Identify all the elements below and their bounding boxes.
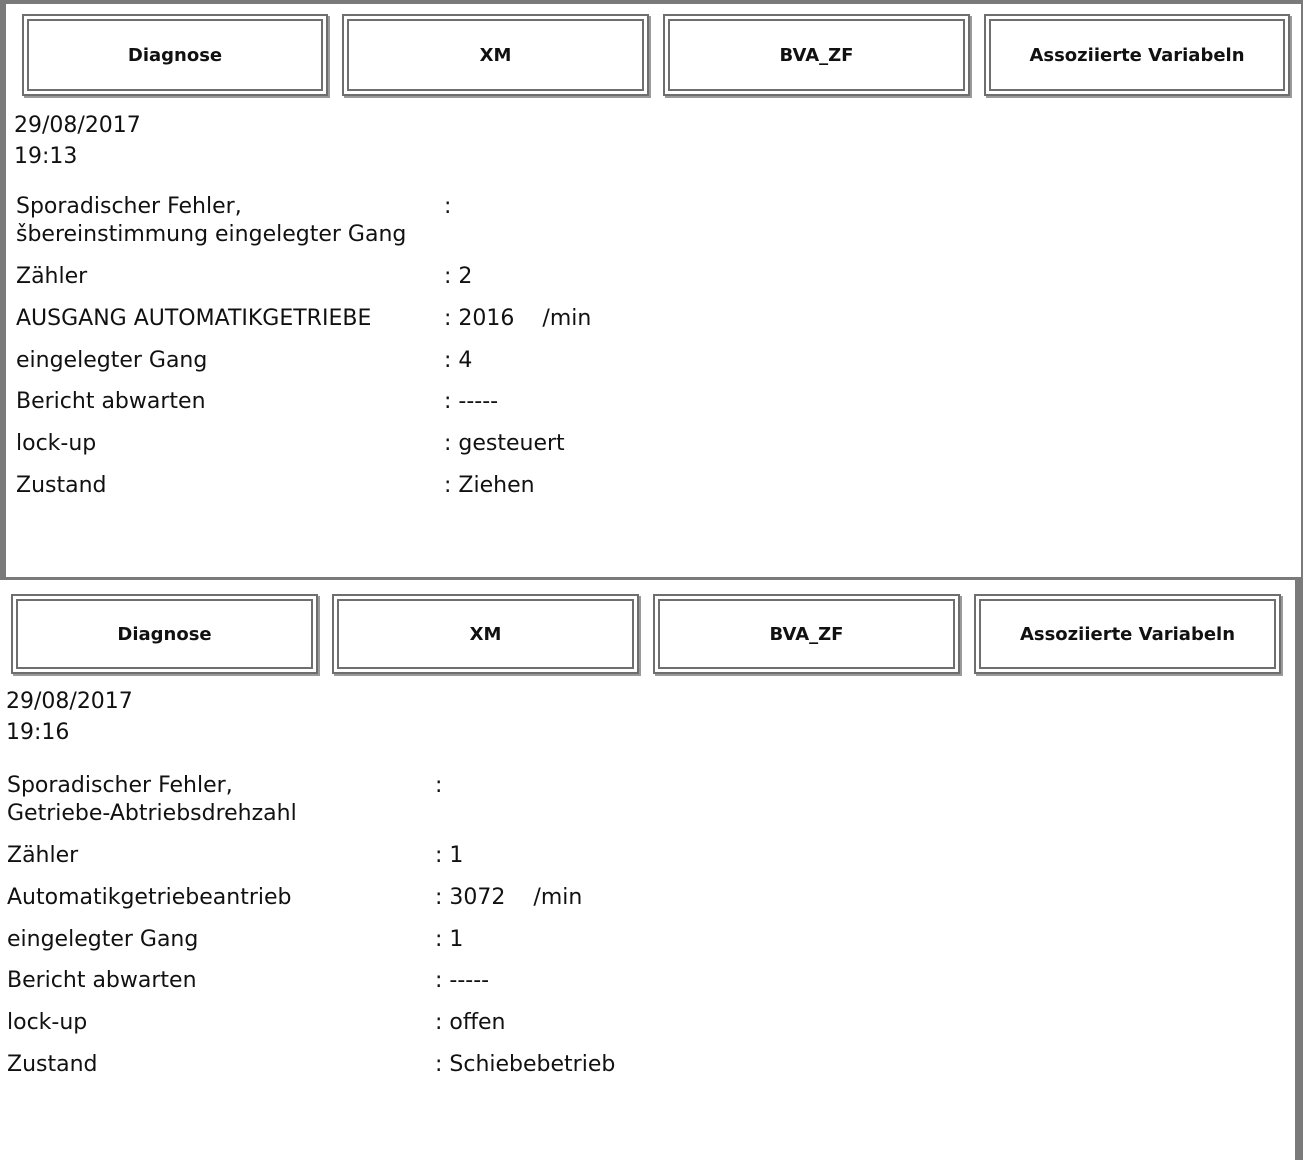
tab-diagnose[interactable]: Diagnose bbox=[11, 594, 318, 674]
tab-assoziierte-variabeln[interactable]: Assoziierte Variabeln bbox=[974, 594, 1281, 674]
fault-label: Sporadischer Fehler, šbereinstimmung eingelegter Gang bbox=[16, 194, 407, 247]
output-speed-label: Automatikgetriebeantrieb bbox=[7, 885, 292, 910]
counter-label: Zähler bbox=[16, 264, 88, 289]
lockup-label: lock-up bbox=[16, 431, 97, 456]
tab-diagnose[interactable]: Diagnose bbox=[22, 14, 328, 96]
tab-bva-zf[interactable]: BVA_ZF bbox=[653, 594, 960, 674]
lockup-value: : offen bbox=[435, 1010, 506, 1035]
time-text: 19:16 bbox=[6, 720, 70, 745]
gear-label: eingelegter Gang bbox=[7, 927, 199, 952]
counter-label: Zähler bbox=[7, 843, 79, 868]
lockup-value: : gesteuert bbox=[444, 431, 565, 456]
report-label: Bericht abwarten bbox=[7, 968, 197, 993]
counter-value: : 1 bbox=[435, 843, 464, 868]
time-text: 19:13 bbox=[14, 144, 78, 169]
output-speed-unit: /min bbox=[533, 885, 583, 910]
tab-xm[interactable]: XM bbox=[342, 14, 649, 96]
gear-label: eingelegter Gang bbox=[16, 348, 208, 373]
report-label: Bericht abwarten bbox=[16, 389, 206, 414]
timestamp bbox=[14, 110, 141, 172]
gear-value: : 4 bbox=[444, 348, 473, 373]
date-text: 29/08/2017 bbox=[14, 113, 141, 138]
fault-value: : bbox=[444, 194, 452, 219]
timestamp bbox=[6, 686, 133, 748]
state-label: Zustand bbox=[7, 1052, 98, 1077]
output-speed-value: : 3072 /min bbox=[435, 885, 583, 910]
fault-value: : bbox=[435, 773, 443, 798]
report-value: : ----- bbox=[435, 968, 490, 993]
counter-value: : 2 bbox=[444, 264, 473, 289]
output-speed-value: : 2016 /min bbox=[444, 306, 592, 331]
output-speed-unit: /min bbox=[542, 306, 592, 331]
lockup-label: lock-up bbox=[7, 1010, 88, 1035]
state-label: Zustand bbox=[16, 473, 107, 498]
tab-bva-zf[interactable]: BVA_ZF bbox=[663, 14, 970, 96]
gear-value: : 1 bbox=[435, 927, 464, 952]
tab-xm[interactable]: XM bbox=[332, 594, 639, 674]
state-value: : Ziehen bbox=[444, 473, 535, 498]
tab-assoziierte-variabeln[interactable]: Assoziierte Variabeln bbox=[984, 14, 1290, 96]
diagnostic-panel-2 bbox=[0, 580, 1303, 1160]
report-value: : ----- bbox=[444, 389, 499, 414]
date-text: 29/08/2017 bbox=[6, 689, 133, 714]
output-speed-label: AUSGANG AUTOMATIKGETRIEBE bbox=[16, 306, 372, 331]
state-value: : Schiebebetrieb bbox=[435, 1052, 616, 1077]
fault-label: Sporadischer Fehler, Getriebe-Abtriebsdrehzahl bbox=[7, 773, 297, 826]
